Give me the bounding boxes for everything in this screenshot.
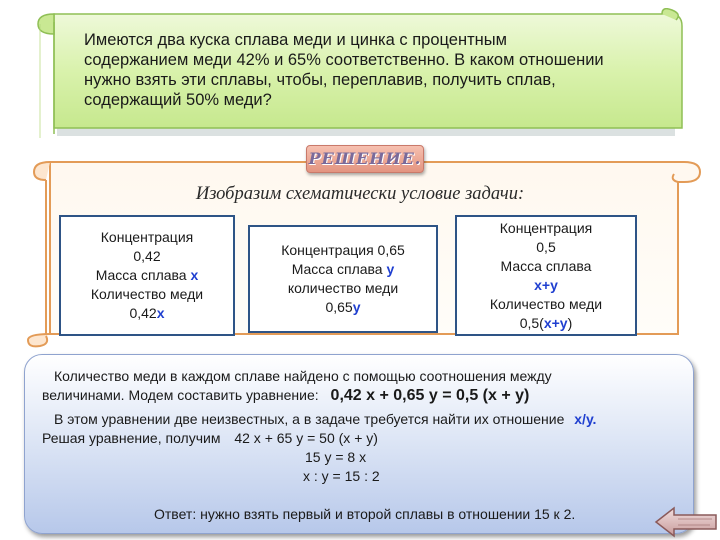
problem-line: Имеются два куска сплава меди и цинка с процентным [84, 31, 507, 49]
problem-line: содержанием меди 42% и 65% соответственно. В каком отношении [84, 51, 604, 69]
copper-quantity-suffix: ) [567, 314, 573, 331]
concentration-label: Концентрация [499, 219, 593, 236]
equation: 0,42 х + 0,65 у = 0,5 (х + у) [330, 387, 530, 404]
explanation-line-4-text: Решая уравнение, получим [42, 430, 221, 446]
copper-quantity-var: х+у [543, 314, 568, 331]
copper-quantity-label: Количество меди [90, 286, 204, 302]
solution-badge-label: РЕШЕНИЕ. [308, 149, 422, 168]
mass-row [61, 266, 233, 285]
answer-text: Ответ: нужно взять первый и второй сплавы в отношении 15 к 2. [154, 506, 576, 522]
back-arrow-icon[interactable] [654, 506, 718, 538]
copper-quantity-var: у [352, 299, 361, 315]
concentration-label: Концентрация [100, 229, 194, 245]
problem-statement [84, 30, 674, 110]
copper-quantity-label: количество меди [287, 280, 399, 296]
explanation-line-3 [54, 410, 596, 428]
mass-row [250, 260, 436, 279]
copper-quantity-row [61, 304, 233, 323]
copper-quantity-coef: 0,65 [325, 299, 353, 315]
explanation-line-2-text: величинами. Модем составить уравнение: [42, 387, 319, 403]
concentration-label: Концентрация 0,65 [281, 242, 405, 258]
solution-step-1: 42 х + 65 у = 50 (х + у) [234, 430, 378, 446]
schema-title: Изобразим схематически условие задачи: [195, 184, 525, 204]
concentration-value: 0,42 [133, 248, 161, 264]
problem-line: содержащий 50% меди? [84, 91, 272, 109]
explanation-line-1: Количество меди в каждом сплаве найдено с помощью соотношения между [54, 368, 552, 384]
mass-variable: х [190, 267, 199, 283]
solution-step-3: х : у = 15 : 2 [303, 468, 380, 484]
explanation-line-3-text: В этом уравнении две неизвестных, а в задаче требуется найти их отношение [54, 411, 565, 427]
copper-quantity-coef: 0,5( [519, 314, 544, 331]
problem-line: нужно взять эти сплавы, чтобы, переплавив, получить сплав, [84, 71, 556, 89]
mass-variable: у [386, 261, 395, 277]
copper-quantity-row [457, 314, 635, 333]
solution-step-2: 15 у = 8 х [305, 449, 367, 465]
alloy-1-card [59, 215, 235, 336]
mixture-card [455, 215, 637, 336]
copper-quantity-label: Количество меди [489, 295, 603, 312]
explanation-line-2 [42, 386, 529, 405]
concentration-value: 0,5 [536, 238, 556, 255]
copper-quantity-row [250, 298, 436, 317]
mass-label: Масса сплава [500, 257, 592, 274]
copper-quantity-var: х [156, 305, 165, 321]
solution-badge [306, 145, 424, 173]
copper-quantity-coef: 0,42 [129, 305, 157, 321]
ratio-highlight: х/у. [574, 411, 597, 427]
alloy-2-card [248, 225, 438, 333]
mass-label: Масса сплава [95, 267, 187, 283]
mass-variable: х+у [534, 276, 558, 293]
explanation-line-4 [42, 429, 378, 447]
mass-label: Масса сплава [291, 261, 383, 277]
